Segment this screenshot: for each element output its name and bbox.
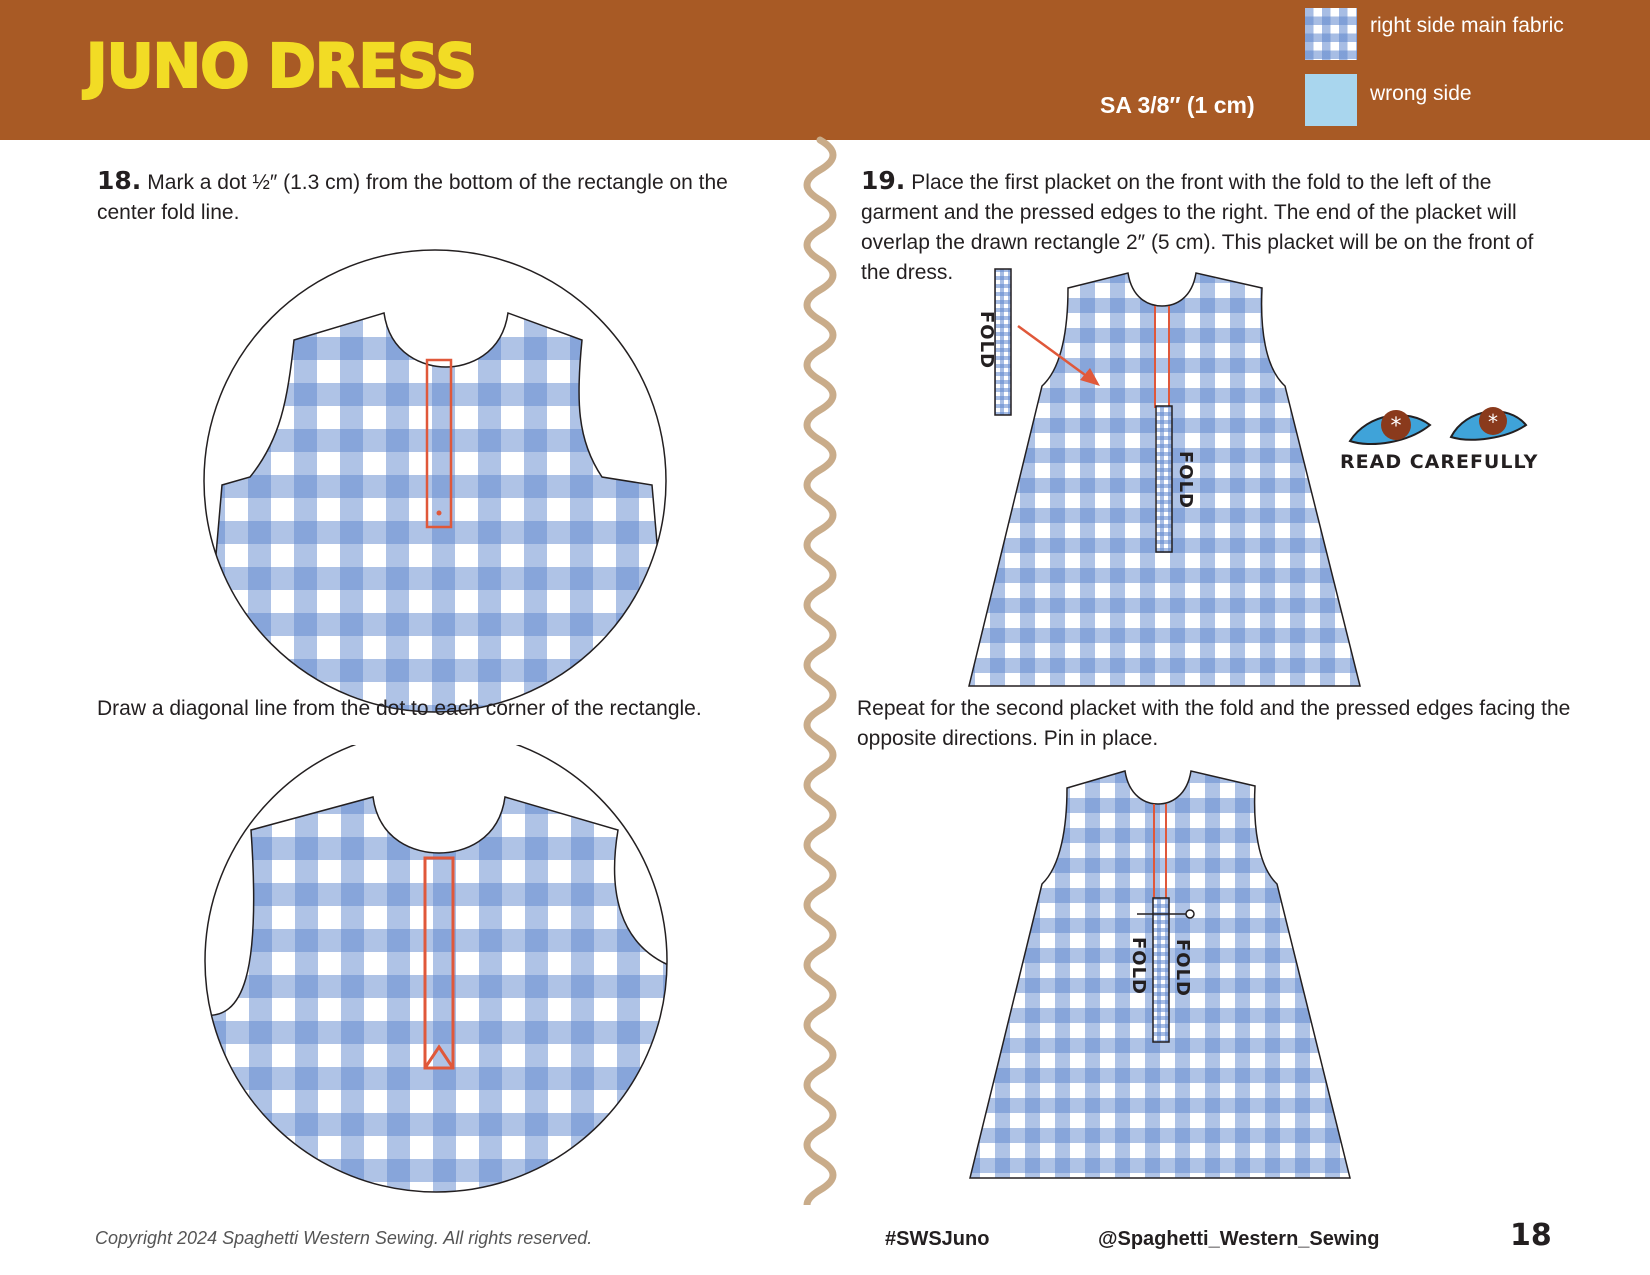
left-eye <box>1350 410 1430 444</box>
legend-wrong-side-label: wrong side <box>1370 82 1472 105</box>
step-19-text: Place the first placket on the front with the fold to the left of the garment and the pressed edges to the right. The end of the placket will overlap the drawn rectangle 2″ (5 cm). This placket will be on the front of the dress. <box>861 171 1534 284</box>
header-band <box>0 0 1650 140</box>
placket-on-dress <box>1156 406 1172 552</box>
step-19-number: 19. <box>861 166 906 195</box>
legend-right-side-label: right side main fabric <box>1370 14 1564 37</box>
fold-label-1: FOLD <box>1175 450 1196 510</box>
fold-label-4: FOLD <box>1172 938 1193 998</box>
stacked-plackets <box>1153 898 1169 1042</box>
eyes-icon <box>1348 403 1528 453</box>
fold-label-3: FOLD <box>1128 936 1149 996</box>
step-18-text-2: Draw a diagonal line from the dot to each corner of the rectangle. <box>97 697 702 720</box>
step-19-text-2: Repeat for the second placket with the fold and the pressed edges facing the opposite directions. Pin in place. <box>857 697 1571 750</box>
marked-dot <box>437 511 442 516</box>
copyright: Copyright 2024 Spaghetti Western Sewing. All rights reserved. <box>95 1228 593 1248</box>
dress-figure-both-plackets <box>965 768 1355 1188</box>
bodice-figure-diagonal <box>203 745 673 1201</box>
step-18-instruction <box>97 166 757 228</box>
bodice-figure-dot <box>202 245 672 717</box>
hashtag: #SWSJuno <box>885 1228 990 1250</box>
fold-label-2: FOLD <box>976 310 997 370</box>
social-handle: @Spaghetti_Western_Sewing <box>1098 1228 1380 1250</box>
pin-head <box>1186 910 1194 918</box>
dress-figure-first-placket <box>960 268 1370 688</box>
read-carefully-label: READ CAREFULLY <box>1340 451 1539 473</box>
svg-text:*: * <box>1488 410 1498 434</box>
wavy-divider <box>800 135 840 1205</box>
seam-allowance: SA 3/8″ (1 cm) <box>1100 92 1255 118</box>
step-18-number: 18. <box>97 166 142 195</box>
page-title: JUNO DRESS <box>86 30 477 102</box>
page-number: 18 <box>1510 1218 1552 1253</box>
step-18-text: Mark a dot ½″ (1.3 cm) from the bottom of the rectangle on the center fold line. <box>97 171 728 224</box>
right-eye <box>1451 407 1526 440</box>
wrong-side-swatch <box>1305 74 1357 126</box>
svg-text:*: * <box>1390 414 1402 439</box>
gingham-swatch <box>1305 8 1357 60</box>
